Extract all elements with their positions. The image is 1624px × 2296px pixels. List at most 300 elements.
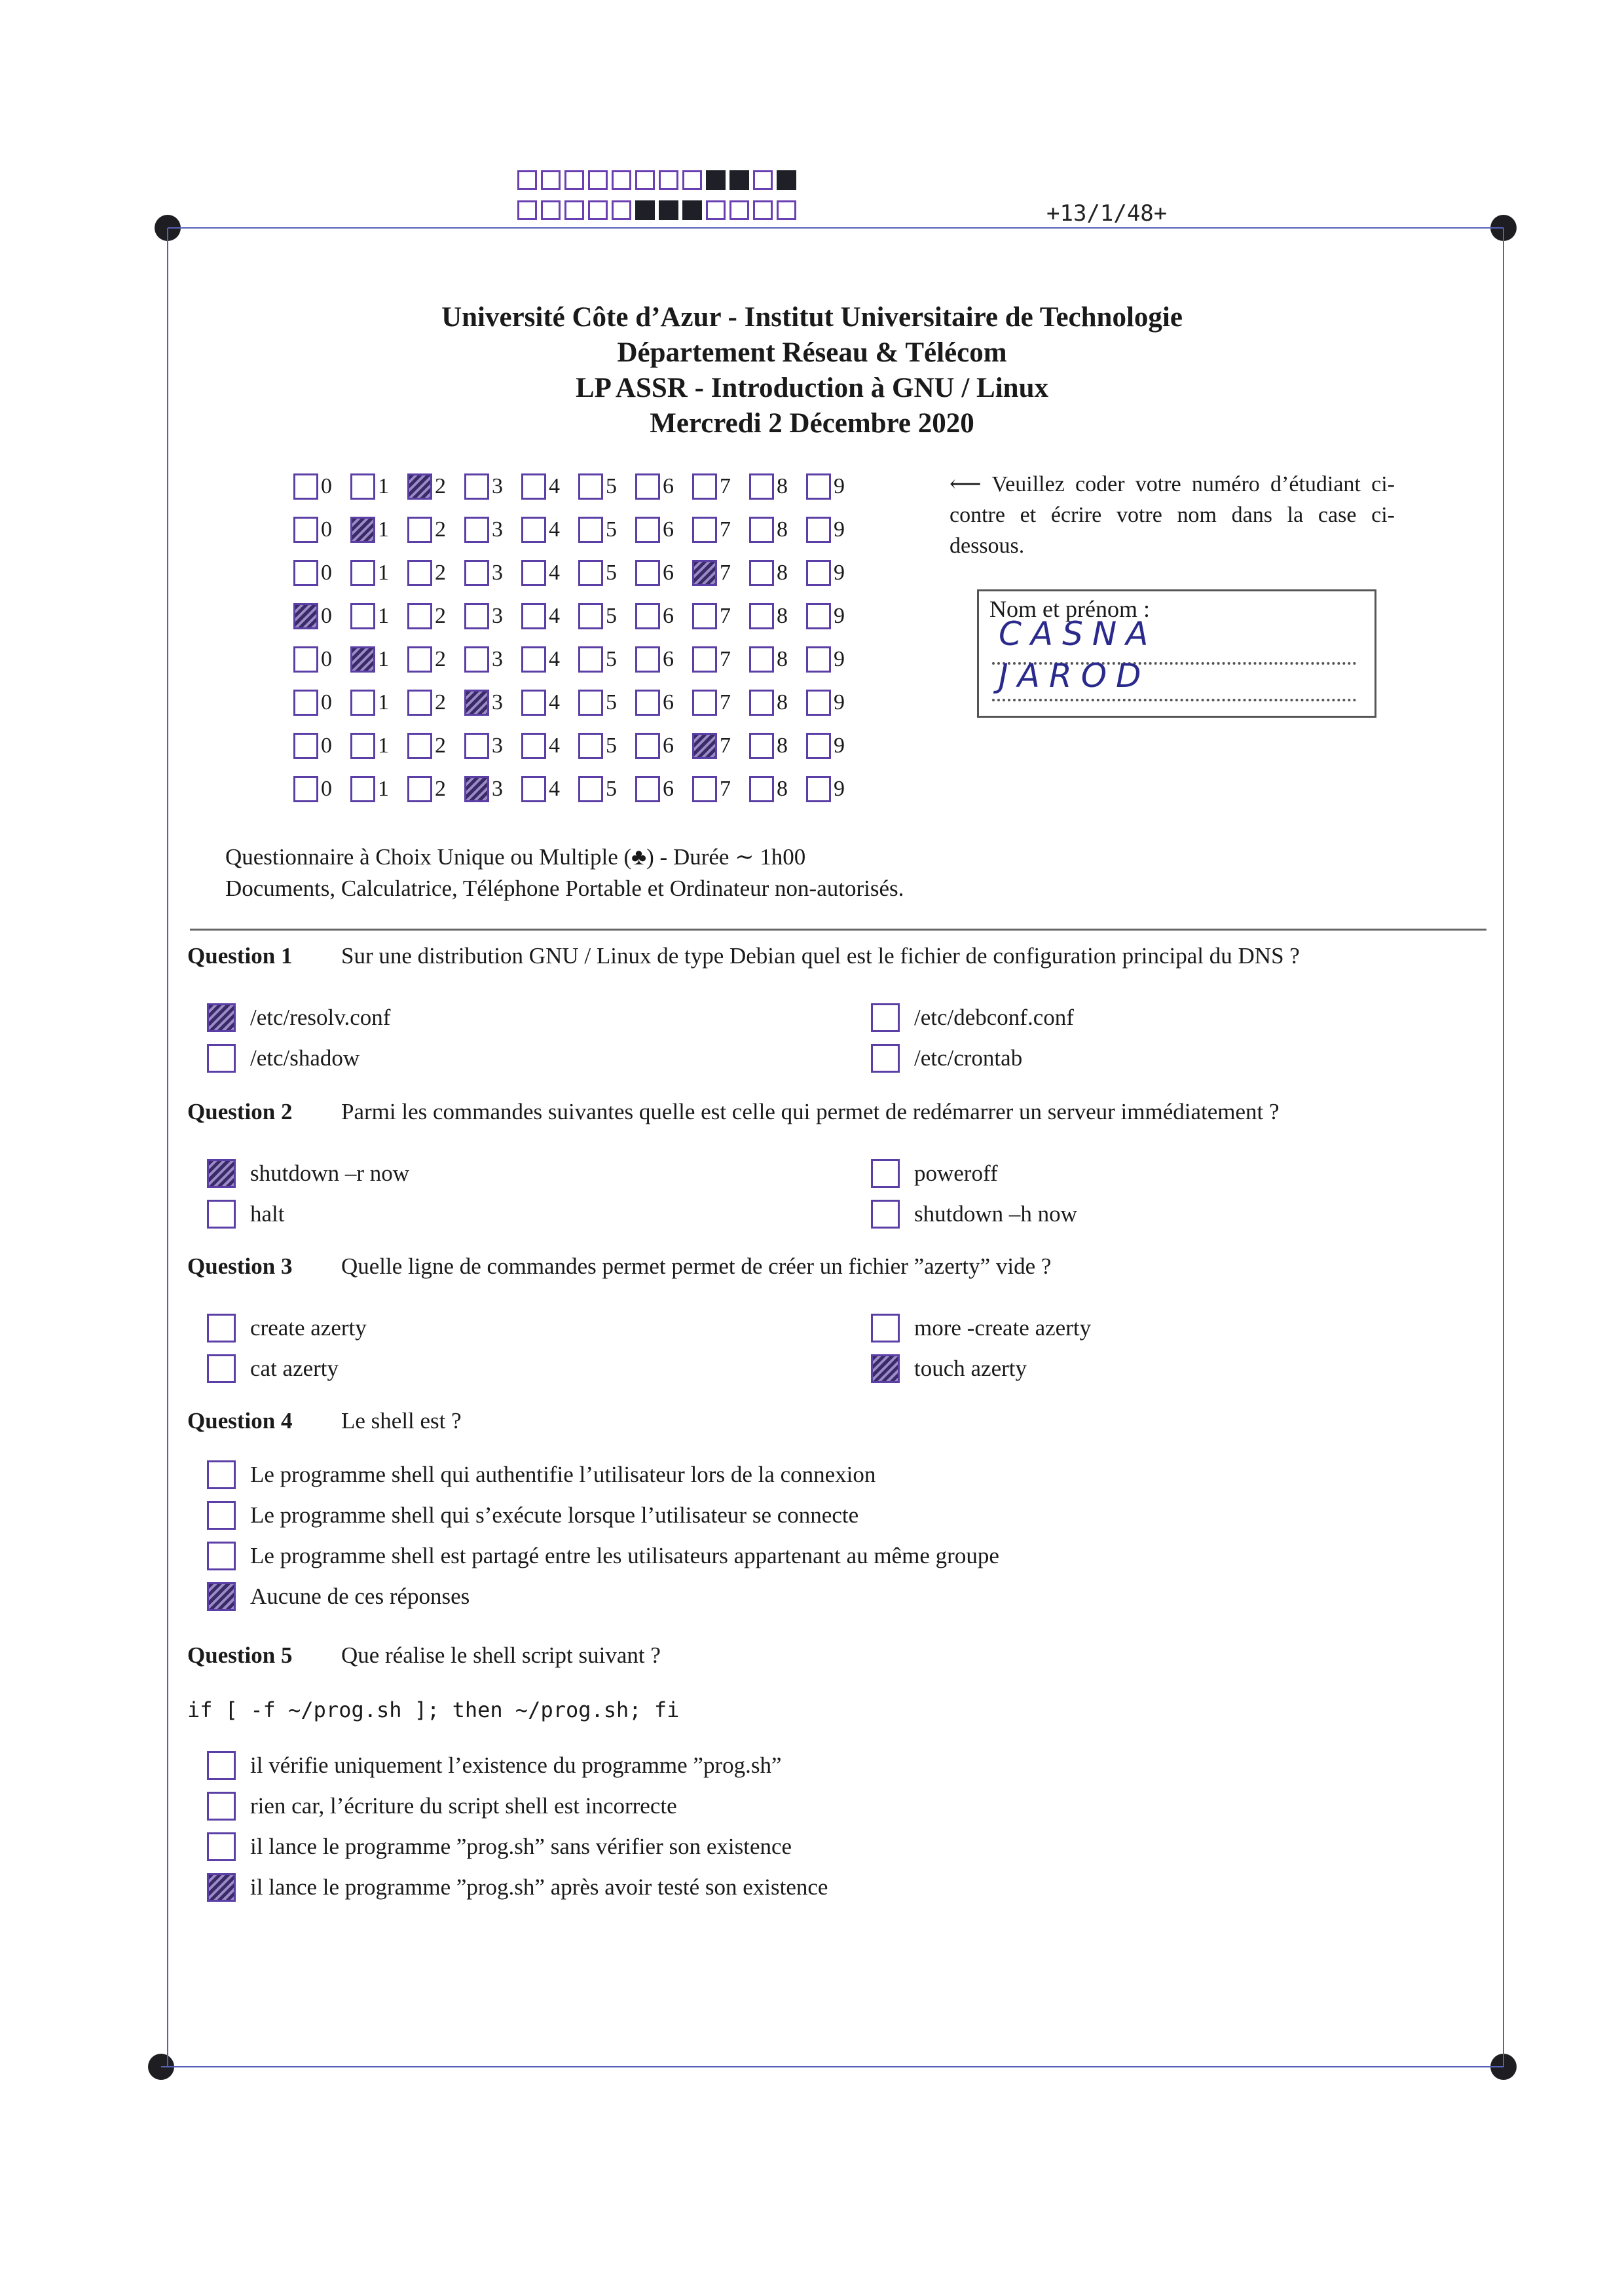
id-digit-checkbox[interactable] [293, 646, 318, 673]
id-cell [749, 690, 806, 716]
id-digit-checkbox[interactable] [806, 603, 831, 629]
id-digit-checkbox[interactable] [578, 776, 603, 802]
id-digit-label: 0 [321, 561, 332, 585]
id-cell [407, 560, 464, 586]
id-cell [350, 473, 407, 500]
id-digit-label: 5 [606, 561, 617, 585]
q1-option-2 [871, 1003, 1074, 1032]
id-cell [407, 646, 464, 673]
q5-option-3 [207, 1832, 792, 1861]
id-digit-label: 8 [777, 733, 788, 758]
id-cell [692, 690, 749, 716]
id-digit-checkbox[interactable] [464, 603, 489, 629]
answer-checkbox[interactable] [871, 1354, 900, 1383]
question-label: Question 4 [187, 1408, 293, 1434]
question-text: Que réalise le shell script suivant ? [341, 1642, 661, 1668]
id-cell [806, 776, 863, 802]
id-digit-label: 2 [435, 604, 446, 628]
id-digit-checkbox[interactable] [407, 776, 432, 802]
id-cell [350, 690, 407, 716]
id-cell [464, 560, 521, 586]
id-digit-checkbox[interactable] [635, 603, 660, 629]
id-cell [350, 603, 407, 629]
id-digit-label: 7 [720, 647, 731, 671]
answer-checkbox[interactable] [207, 1582, 236, 1611]
exam-header [0, 300, 1624, 441]
id-digit-label: 0 [321, 604, 332, 628]
id-digit-label: 8 [777, 604, 788, 628]
id-digit-checkbox[interactable] [806, 646, 831, 673]
id-digit-label: 5 [606, 777, 617, 801]
id-digit-label: 6 [663, 690, 674, 714]
id-digit-label: 8 [777, 517, 788, 542]
answer-checkbox[interactable] [871, 1314, 900, 1342]
frame-left [167, 228, 168, 2067]
question-1 [187, 943, 1300, 969]
id-digit-checkbox[interactable] [578, 517, 603, 543]
answer-label: rien car, l’écriture du script shell est incorrecte [250, 1793, 677, 1819]
id-digit-label: 4 [549, 561, 560, 585]
id-digit-checkbox[interactable] [407, 603, 432, 629]
id-cell [350, 517, 407, 543]
id-digit-checkbox[interactable] [578, 603, 603, 629]
id-digit-label: 1 [378, 733, 389, 758]
id-digit-label: 3 [492, 690, 503, 714]
answer-checkbox[interactable] [207, 1873, 236, 1902]
id-digit-checkbox[interactable] [749, 603, 774, 629]
id-cell [692, 473, 749, 500]
id-digit-label: 6 [663, 604, 674, 628]
id-cell [749, 776, 806, 802]
handwritten-firstname: JAROD [999, 657, 1151, 695]
id-digit-checkbox[interactable] [407, 733, 432, 759]
answer-label: /etc/crontab [914, 1045, 1023, 1071]
header-line-department: Département Réseau & Télécom [617, 337, 1007, 368]
id-cell [464, 776, 521, 802]
answer-checkbox[interactable] [207, 1460, 236, 1489]
id-digit-checkbox[interactable] [350, 517, 375, 543]
id-digit-label: 9 [834, 474, 845, 498]
id-digit-checkbox[interactable] [635, 473, 660, 500]
name-dotted-line-2 [992, 699, 1356, 701]
id-cell [293, 603, 350, 629]
id-digit-label: 3 [492, 647, 503, 671]
id-digit-label: 8 [777, 647, 788, 671]
id-cell [464, 646, 521, 673]
id-digit-checkbox[interactable] [521, 603, 546, 629]
id-digit-checkbox[interactable] [521, 517, 546, 543]
id-digit-label: 1 [378, 647, 389, 671]
q1-option-3 [207, 1044, 360, 1073]
q4-option-1 [207, 1460, 876, 1489]
id-digit-checkbox[interactable] [692, 473, 717, 500]
id-digit-checkbox[interactable] [692, 733, 717, 759]
id-cell [749, 733, 806, 759]
id-digit-label: 8 [777, 690, 788, 714]
id-digit-checkbox[interactable] [635, 776, 660, 802]
answer-checkbox[interactable] [871, 1159, 900, 1188]
id-digit-checkbox[interactable] [578, 560, 603, 586]
id-row-5 [293, 638, 863, 681]
answer-label: cat azerty [250, 1356, 339, 1381]
id-digit-checkbox[interactable] [749, 733, 774, 759]
id-digit-checkbox[interactable] [350, 733, 375, 759]
q3-option-2 [871, 1314, 1091, 1342]
id-digit-label: 8 [777, 561, 788, 585]
id-cell [407, 517, 464, 543]
answer-checkbox[interactable] [207, 1751, 236, 1780]
id-cell [635, 560, 692, 586]
id-cell [293, 473, 350, 500]
exam-note-line-1: Questionnaire à Choix Unique ou Multiple (♣) - Durée ∼ 1h00 [225, 844, 806, 870]
id-digit-checkbox[interactable] [350, 690, 375, 716]
q3-option-4 [871, 1354, 1027, 1383]
id-digit-checkbox[interactable] [692, 690, 717, 716]
id-cell [464, 517, 521, 543]
answer-label: Aucune de ces réponses [250, 1583, 470, 1609]
id-cell [578, 776, 635, 802]
id-digit-label: 6 [663, 733, 674, 758]
question-label: Question 2 [187, 1099, 293, 1124]
answer-label: touch azerty [914, 1356, 1027, 1381]
id-digit-checkbox[interactable] [293, 690, 318, 716]
id-digit-checkbox[interactable] [692, 646, 717, 673]
id-digit-label: 5 [606, 517, 617, 542]
id-cell [464, 733, 521, 759]
id-digit-checkbox[interactable] [407, 473, 432, 500]
handwritten-surname: CASNA [999, 615, 1158, 653]
id-digit-label: 4 [549, 474, 560, 498]
id-digit-label: 2 [435, 777, 446, 801]
id-cell [749, 473, 806, 500]
question-4 [187, 1408, 462, 1434]
id-digit-checkbox[interactable] [521, 733, 546, 759]
id-digit-label: 4 [549, 604, 560, 628]
q4-option-3 [207, 1542, 999, 1570]
q3-option-3 [207, 1354, 339, 1383]
id-cell [521, 646, 578, 673]
question-2 [187, 1099, 1280, 1125]
id-cell [407, 733, 464, 759]
id-cell [521, 733, 578, 759]
answer-label: /etc/debconf.conf [914, 1005, 1074, 1030]
id-cell [635, 517, 692, 543]
id-cell [521, 776, 578, 802]
id-digit-checkbox[interactable] [464, 690, 489, 716]
answer-label: poweroff [914, 1160, 998, 1186]
id-digit-label: 4 [549, 733, 560, 758]
id-digit-checkbox[interactable] [806, 560, 831, 586]
id-digit-checkbox[interactable] [464, 776, 489, 802]
answer-checkbox[interactable] [871, 1044, 900, 1073]
id-digit-checkbox[interactable] [806, 690, 831, 716]
id-instructions: ⟵ Veuillez coder votre numéro d’étudiant ci-contre et écrire votre nom dans la case ci-dessous. [950, 472, 1395, 558]
q4-option-2 [207, 1501, 858, 1530]
id-digit-label: 4 [549, 647, 560, 671]
page-code: +13/1/48+ [1046, 200, 1168, 227]
q1-option-1 [207, 1003, 390, 1032]
id-digit-checkbox[interactable] [578, 473, 603, 500]
id-cell [521, 690, 578, 716]
id-digit-checkbox[interactable] [521, 646, 546, 673]
id-cell [749, 560, 806, 586]
answer-checkbox[interactable] [871, 1200, 900, 1229]
id-digit-checkbox[interactable] [464, 733, 489, 759]
id-digit-checkbox[interactable] [635, 517, 660, 543]
id-digit-checkbox[interactable] [293, 733, 318, 759]
answer-checkbox[interactable] [207, 1542, 236, 1570]
id-digit-label: 1 [378, 561, 389, 585]
id-cell [407, 473, 464, 500]
answer-checkbox[interactable] [207, 1003, 236, 1032]
id-cell [635, 603, 692, 629]
answer-checkbox[interactable] [207, 1044, 236, 1073]
id-row-4 [293, 595, 863, 638]
id-digit-label: 3 [492, 561, 503, 585]
id-digit-label: 0 [321, 647, 332, 671]
id-digit-checkbox[interactable] [578, 733, 603, 759]
id-digit-checkbox[interactable] [806, 473, 831, 500]
question-label: Question 3 [187, 1253, 293, 1279]
id-cell [806, 733, 863, 759]
answer-checkbox[interactable] [871, 1003, 900, 1032]
answer-label: shutdown –h now [914, 1201, 1077, 1227]
id-digit-checkbox[interactable] [692, 517, 717, 543]
id-digit-label: 7 [720, 733, 731, 758]
id-digit-label: 1 [378, 517, 389, 542]
id-digit-label: 9 [834, 777, 845, 801]
answer-label: create azerty [250, 1315, 367, 1341]
id-digit-checkbox[interactable] [293, 473, 318, 500]
id-digit-label: 2 [435, 474, 446, 498]
id-digit-label: 1 [378, 690, 389, 714]
id-cell [521, 517, 578, 543]
id-digit-label: 0 [321, 690, 332, 714]
id-digit-label: 4 [549, 517, 560, 542]
id-digit-label: 7 [720, 561, 731, 585]
id-digit-label: 1 [378, 474, 389, 498]
answer-label: Le programme shell qui authentifie l’utilisateur lors de la connexion [250, 1462, 876, 1487]
id-cell [635, 733, 692, 759]
id-digit-label: 7 [720, 777, 731, 801]
name-box-label: Nom et prénom : [989, 596, 1150, 622]
id-digit-checkbox[interactable] [350, 560, 375, 586]
id-cell [407, 603, 464, 629]
id-digit-checkbox[interactable] [464, 517, 489, 543]
id-digit-checkbox[interactable] [806, 517, 831, 543]
id-digit-checkbox[interactable] [692, 560, 717, 586]
id-digit-label: 3 [492, 517, 503, 542]
q1-option-4 [871, 1044, 1022, 1073]
id-digit-checkbox[interactable] [293, 776, 318, 802]
id-cell [578, 517, 635, 543]
id-cell [578, 603, 635, 629]
answer-checkbox[interactable] [207, 1200, 236, 1229]
id-row-6 [293, 681, 863, 724]
frame-top [168, 227, 1504, 229]
shell-script-code: if [ -f ~/prog.sh ]; then ~/prog.sh; fi [187, 1697, 680, 1722]
id-digit-label: 4 [549, 777, 560, 801]
id-digit-checkbox[interactable] [350, 473, 375, 500]
id-cell [464, 603, 521, 629]
id-row-1 [293, 465, 863, 508]
id-digit-label: 6 [663, 517, 674, 542]
id-cell [635, 473, 692, 500]
frame-bottom [161, 2066, 1504, 2067]
id-cell [521, 473, 578, 500]
answer-label: shutdown –r now [250, 1160, 410, 1186]
id-digit-checkbox[interactable] [350, 646, 375, 673]
id-digit-label: 0 [321, 517, 332, 542]
id-cell [806, 560, 863, 586]
answer-checkbox[interactable] [207, 1314, 236, 1342]
answer-checkbox[interactable] [207, 1501, 236, 1530]
id-digit-checkbox[interactable] [464, 473, 489, 500]
id-digit-checkbox[interactable] [521, 560, 546, 586]
id-digit-checkbox[interactable] [749, 776, 774, 802]
answer-label: Le programme shell qui s’exécute lorsque l’utilisateur se connecte [250, 1502, 859, 1528]
id-digit-checkbox[interactable] [293, 603, 318, 629]
id-cell [806, 473, 863, 500]
id-cell [749, 517, 806, 543]
id-digit-label: 2 [435, 517, 446, 542]
id-digit-checkbox[interactable] [692, 603, 717, 629]
id-digit-checkbox[interactable] [350, 603, 375, 629]
id-cell [293, 776, 350, 802]
id-cell [749, 603, 806, 629]
id-digit-checkbox[interactable] [749, 690, 774, 716]
id-digit-checkbox[interactable] [407, 560, 432, 586]
id-digit-checkbox[interactable] [635, 560, 660, 586]
id-digit-checkbox[interactable] [749, 473, 774, 500]
id-cell [635, 776, 692, 802]
id-digit-checkbox[interactable] [293, 517, 318, 543]
question-label: Question 5 [187, 1642, 293, 1668]
section-divider [190, 929, 1486, 931]
id-digit-label: 9 [834, 647, 845, 671]
id-digit-label: 3 [492, 777, 503, 801]
id-digit-checkbox[interactable] [350, 776, 375, 802]
q5-option-2 [207, 1792, 677, 1821]
id-digit-checkbox[interactable] [407, 646, 432, 673]
id-digit-checkbox[interactable] [521, 776, 546, 802]
id-digit-label: 4 [549, 690, 560, 714]
id-digit-checkbox[interactable] [578, 646, 603, 673]
id-digit-label: 7 [720, 474, 731, 498]
binary-code-bar-top [517, 170, 796, 190]
id-cell [692, 733, 749, 759]
id-cell [293, 690, 350, 716]
question-5 [187, 1642, 661, 1669]
id-row-2 [293, 508, 863, 551]
answer-checkbox[interactable] [207, 1354, 236, 1383]
id-digit-label: 5 [606, 647, 617, 671]
id-digit-label: 2 [435, 561, 446, 585]
id-digit-checkbox[interactable] [749, 560, 774, 586]
id-cell [578, 733, 635, 759]
id-digit-checkbox[interactable] [749, 517, 774, 543]
id-cell [635, 690, 692, 716]
id-digit-checkbox[interactable] [521, 690, 546, 716]
q4-option-4 [207, 1582, 470, 1611]
id-cell [578, 473, 635, 500]
id-cell [635, 646, 692, 673]
id-cell [692, 646, 749, 673]
id-digit-label: 0 [321, 777, 332, 801]
answer-checkbox[interactable] [207, 1792, 236, 1821]
id-digit-label: 6 [663, 647, 674, 671]
id-digit-checkbox[interactable] [635, 646, 660, 673]
q5-option-4 [207, 1873, 828, 1902]
id-cell [806, 646, 863, 673]
answer-label: /etc/resolv.conf [250, 1005, 391, 1030]
name-box [977, 589, 1376, 718]
answer-label: Le programme shell est partagé entre les utilisateurs appartenant au même groupe [250, 1543, 999, 1568]
id-digit-checkbox[interactable] [464, 646, 489, 673]
id-digit-checkbox[interactable] [407, 690, 432, 716]
id-digit-label: 1 [378, 777, 389, 801]
id-cell [407, 690, 464, 716]
id-digit-checkbox[interactable] [692, 776, 717, 802]
id-digit-checkbox[interactable] [407, 517, 432, 543]
id-cell [350, 776, 407, 802]
id-digit-label: 2 [435, 647, 446, 671]
answer-label: il vérifie uniquement l’existence du programme ”prog.sh” [250, 1752, 782, 1778]
id-digit-checkbox[interactable] [521, 473, 546, 500]
id-cell [806, 603, 863, 629]
id-digit-checkbox[interactable] [806, 776, 831, 802]
id-cell [806, 690, 863, 716]
id-digit-label: 7 [720, 690, 731, 714]
id-digit-checkbox[interactable] [806, 733, 831, 759]
id-cell [692, 560, 749, 586]
question-label: Question 1 [187, 943, 293, 969]
id-digit-label: 3 [492, 474, 503, 498]
id-digit-checkbox[interactable] [635, 690, 660, 716]
id-digit-label: 0 [321, 733, 332, 758]
id-digit-label: 9 [834, 690, 845, 714]
answer-checkbox[interactable] [207, 1832, 236, 1861]
header-line-university: Université Côte d’Azur - Institut Universitaire de Technologie [441, 302, 1183, 333]
id-digit-checkbox[interactable] [749, 646, 774, 673]
id-cell [692, 517, 749, 543]
student-id-grid [293, 465, 863, 811]
answer-checkbox[interactable] [207, 1159, 236, 1188]
id-digit-checkbox[interactable] [578, 690, 603, 716]
question-text: Sur une distribution GNU / Linux de type Debian quel est le fichier de configuration principal du DNS ? [341, 943, 1300, 969]
id-cell [749, 646, 806, 673]
answer-label: more -create azerty [914, 1315, 1092, 1341]
id-digit-label: 2 [435, 690, 446, 714]
frame-right [1503, 228, 1504, 2067]
id-digit-checkbox[interactable] [293, 560, 318, 586]
q2-option-1 [207, 1159, 409, 1188]
id-digit-checkbox[interactable] [635, 733, 660, 759]
id-digit-label: 1 [378, 604, 389, 628]
id-digit-label: 5 [606, 474, 617, 498]
id-cell [293, 646, 350, 673]
id-digit-label: 3 [492, 604, 503, 628]
id-cell [293, 517, 350, 543]
id-row-3 [293, 551, 863, 595]
id-cell [521, 603, 578, 629]
id-digit-label: 3 [492, 733, 503, 758]
question-text: Quelle ligne de commandes permet permet de créer un fichier ”azerty” vide ? [341, 1253, 1052, 1279]
answer-label: il lance le programme ”prog.sh” après avoir testé son existence [250, 1874, 828, 1900]
id-digit-checkbox[interactable] [464, 560, 489, 586]
answer-label: /etc/shadow [250, 1045, 360, 1071]
q5-option-1 [207, 1751, 782, 1780]
